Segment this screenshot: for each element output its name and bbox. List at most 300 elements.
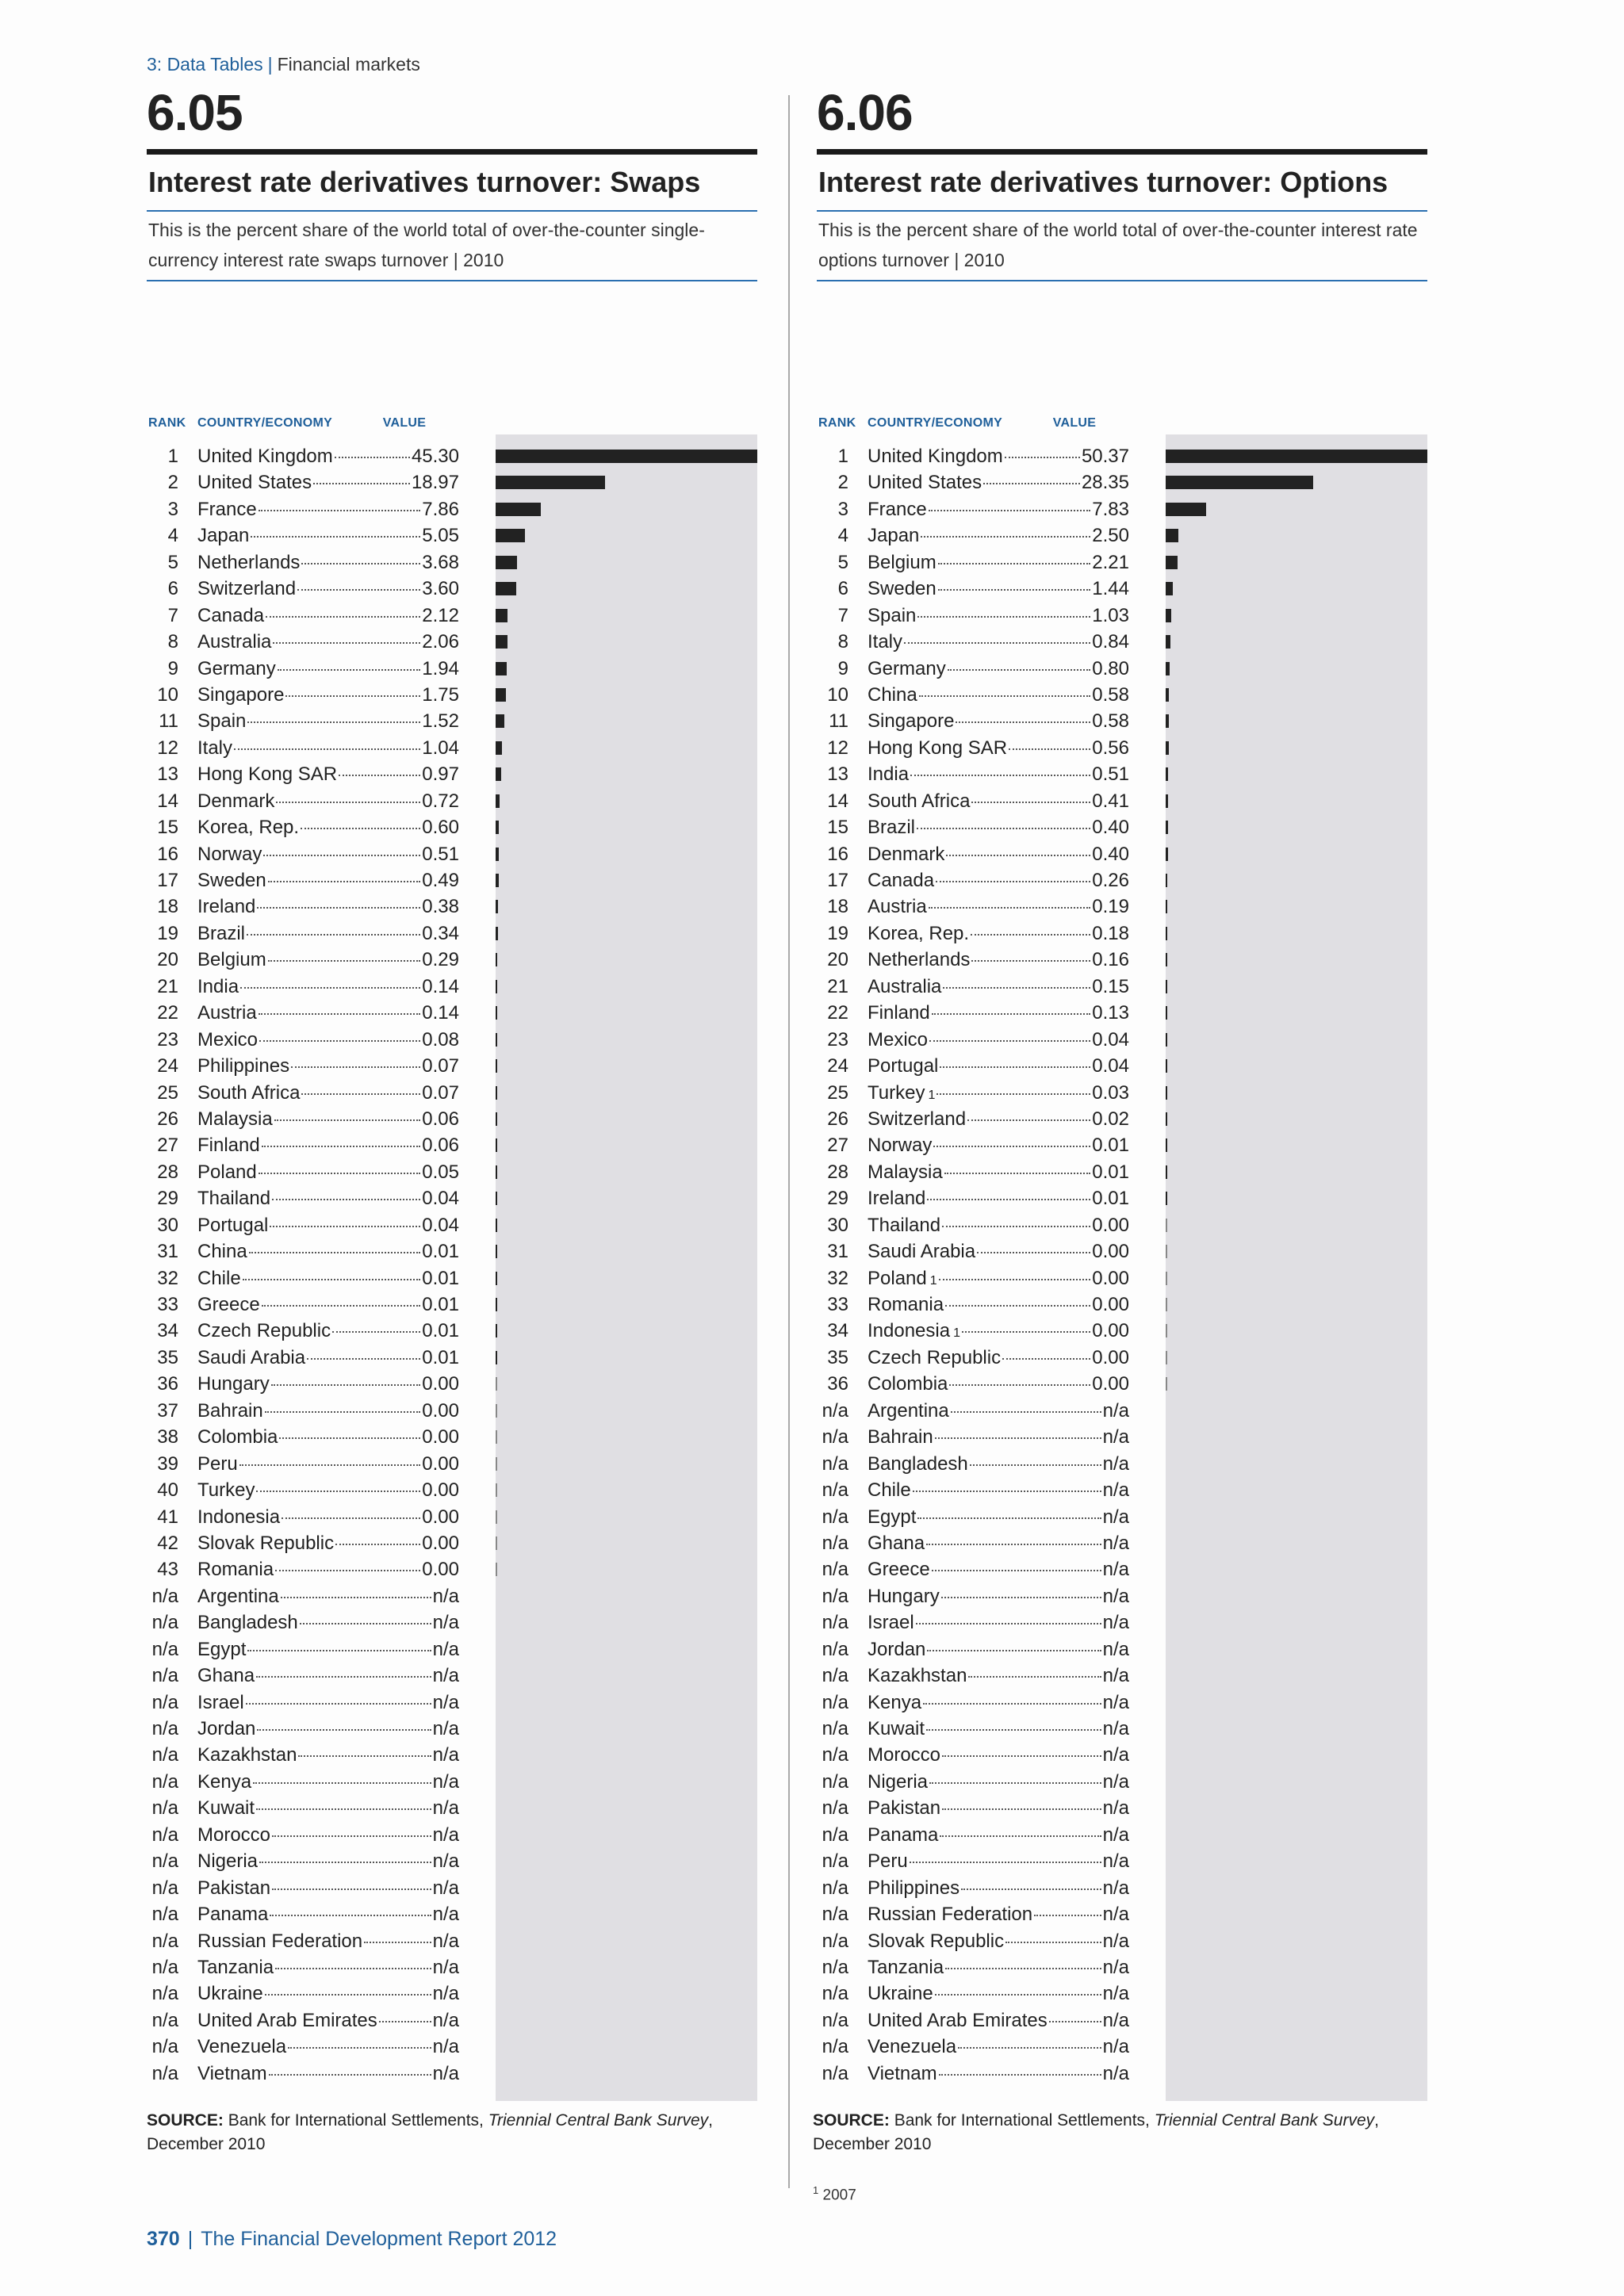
publication-title: The Financial Development Report 2012 (201, 2228, 557, 2250)
dot-leader (970, 1464, 1101, 1466)
rank-cell: 1 (837, 446, 848, 467)
country-name: Bangladesh (868, 1452, 968, 1475)
country-name: Kazakhstan (868, 1665, 967, 1687)
dot-leader (259, 1862, 431, 1863)
dot-leader (913, 1490, 1101, 1492)
dot-leader (335, 1544, 420, 1545)
country-name: India (868, 763, 910, 786)
rank-cell: 26 (157, 1108, 178, 1130)
table-row (817, 682, 1427, 708)
country-cell (868, 1769, 1129, 1795)
rank-cell: n/a (822, 1983, 848, 2005)
dot-leader (927, 1199, 1090, 1200)
dot-leader (335, 457, 410, 458)
rank-cell: n/a (151, 2009, 178, 2031)
rank-cell: n/a (822, 1877, 848, 1899)
country-cell (197, 2034, 459, 2060)
dot-leader (904, 642, 1090, 644)
value-cell: n/a (432, 1718, 459, 1739)
value-cell: n/a (1102, 1850, 1129, 1873)
dot-leader (276, 802, 420, 803)
value-cell: 45.30 (411, 446, 459, 467)
rank-cell: 28 (827, 1161, 848, 1183)
value-bar (1166, 688, 1169, 702)
rank-cell: 26 (827, 1108, 848, 1130)
country-cell (868, 1000, 1129, 1026)
value-cell: 0.00 (422, 1532, 459, 1554)
dot-leader (257, 907, 420, 909)
rank-cell: n/a (151, 1744, 178, 1766)
rank-cell: n/a (822, 1718, 848, 1739)
country-name: Russian Federation (197, 1930, 363, 1952)
dot-leader (942, 1755, 1101, 1757)
dot-leader (946, 855, 1090, 856)
value-cell: 0.00 (422, 1479, 459, 1502)
value-bar (1166, 529, 1178, 542)
value-bar (496, 1059, 497, 1073)
rank-cell: n/a (822, 1823, 848, 1846)
table-row (147, 1795, 757, 1821)
dot-leader (247, 1650, 431, 1651)
dot-leader (281, 1597, 431, 1598)
country-cell (868, 576, 1129, 602)
footnote-marker: 1 (929, 1273, 937, 1288)
rank-cell: n/a (822, 2036, 848, 2058)
value-bar (1166, 848, 1168, 861)
value-cell: 0.01 (1092, 1135, 1129, 1157)
table-row (147, 603, 757, 629)
country-name: Austria (197, 1002, 257, 1024)
country-name: Kuwait (197, 1797, 255, 1820)
rank-cell: 5 (167, 551, 178, 573)
rank-cell: 31 (827, 1241, 848, 1263)
rank-cell: 12 (827, 737, 848, 759)
table-row (147, 1716, 757, 1742)
country-cell (868, 814, 1129, 840)
value-cell: 0.01 (422, 1346, 459, 1368)
rank-cell: 10 (157, 683, 178, 706)
value-cell: 0.84 (1092, 631, 1129, 653)
value-cell: n/a (432, 1904, 459, 1926)
table-row (147, 1080, 757, 1106)
country-name: Singapore (197, 683, 285, 706)
value-bar (1166, 1138, 1167, 1152)
country-name: Italy (868, 631, 903, 653)
rank-cell: 3 (167, 498, 178, 520)
value-bar (496, 848, 499, 861)
country-cell (197, 1398, 459, 1424)
value-cell: n/a (432, 1770, 459, 1793)
table-row (147, 708, 757, 734)
value-cell: n/a (432, 1956, 459, 1978)
value-bar (1166, 503, 1206, 516)
country-cell (868, 1689, 1129, 1716)
rank-cell: 33 (157, 1294, 178, 1315)
value-bar (496, 1536, 497, 1550)
country-cell (197, 576, 459, 602)
value-bar (1166, 476, 1313, 489)
dot-leader (262, 1146, 421, 1147)
value-cell: n/a (1102, 1930, 1129, 1952)
dot-leader (1002, 1358, 1090, 1360)
rank-cell: n/a (151, 2062, 178, 2084)
country-cell (868, 1716, 1129, 1742)
country-name: Argentina (868, 1399, 949, 1422)
dot-leader (265, 1411, 421, 1413)
country-name: Thailand (868, 1214, 941, 1236)
value-cell: 0.40 (1092, 817, 1129, 839)
table-row (147, 1265, 757, 1292)
dot-leader (926, 1729, 1101, 1731)
country-cell (197, 1477, 459, 1503)
value-cell: 0.49 (422, 870, 459, 891)
country-cell (197, 656, 459, 682)
country-cell (868, 1292, 1129, 1318)
value-cell: 0.00 (1092, 1346, 1129, 1368)
ranking-table (147, 412, 757, 2180)
value-bar (496, 1351, 497, 1364)
table-row (817, 1265, 1427, 1292)
country-name: Australia (868, 975, 942, 997)
table-row (817, 1451, 1427, 1477)
country-name: Peru (197, 1452, 238, 1475)
dot-leader (929, 1782, 1101, 1784)
rank-cell: 24 (827, 1055, 848, 1077)
country-name: Chile (868, 1479, 911, 1502)
value-cell: 0.00 (1092, 1267, 1129, 1289)
country-name: Israel (197, 1691, 244, 1713)
rank-cell: 15 (827, 817, 848, 839)
table-row (817, 2061, 1427, 2087)
rank-cell: n/a (151, 1691, 178, 1713)
value-bar (1166, 1298, 1167, 1311)
country-name: Indonesia (868, 1320, 951, 1342)
dot-leader (938, 589, 1091, 591)
rank-cell: n/a (822, 1665, 848, 1687)
rank-cell: 13 (827, 763, 848, 786)
dot-leader (273, 642, 420, 644)
value-cell: n/a (1102, 1585, 1129, 1607)
value-cell: n/a (432, 1691, 459, 1713)
value-bar (496, 1563, 497, 1576)
country-name: Australia (197, 631, 272, 653)
value-cell: n/a (1102, 1983, 1129, 2005)
table-row (817, 1424, 1427, 1450)
value-cell: 0.00 (1092, 1241, 1129, 1263)
value-cell: 0.15 (1092, 975, 1129, 997)
dot-leader (259, 1013, 421, 1015)
country-cell (197, 1980, 459, 2007)
dot-leader (1005, 1942, 1101, 1943)
country-cell (868, 788, 1129, 814)
dot-leader (917, 1517, 1101, 1519)
breadcrumb (147, 54, 420, 75)
value-cell: 28.35 (1081, 472, 1129, 494)
dot-leader (332, 1331, 420, 1333)
table-panel-swaps (147, 79, 757, 2084)
rank-cell: 21 (157, 975, 178, 997)
rank-cell: 21 (827, 975, 848, 997)
country-cell (868, 1822, 1129, 1848)
country-name: United States (868, 472, 982, 494)
table-row (147, 1609, 757, 1636)
country-cell (868, 1663, 1129, 1689)
country-name: Slovak Republic (868, 1930, 1005, 1952)
country-name: Philippines (868, 1877, 960, 1899)
table-row (147, 1742, 757, 1768)
table-row (147, 1106, 757, 1132)
country-name: China (868, 683, 917, 706)
rank-cell: n/a (822, 2062, 848, 2084)
value-cell: 0.40 (1092, 843, 1129, 865)
country-name: Nigeria (197, 1850, 259, 1873)
value-bar (496, 1006, 497, 1020)
value-bar (496, 953, 497, 966)
dot-leader (270, 1915, 431, 1916)
value-bar (1166, 1006, 1167, 1020)
rank-cell: n/a (822, 1770, 848, 1793)
value-cell: 0.58 (1092, 710, 1129, 733)
country-cell (197, 629, 459, 655)
value-bar (1166, 1324, 1167, 1337)
value-cell: n/a (432, 1612, 459, 1634)
table-row (817, 841, 1427, 867)
rank-cell: n/a (151, 1612, 178, 1634)
table-row (147, 947, 757, 973)
country-cell (868, 2061, 1129, 2087)
table-row (147, 2034, 757, 2060)
rank-cell: n/a (822, 1904, 848, 1926)
country-cell (197, 443, 459, 469)
footnote (813, 2184, 856, 2204)
country-cell (197, 1769, 459, 1795)
table-row (147, 920, 757, 947)
country-cell (197, 1080, 459, 1106)
value-cell: n/a (1102, 2009, 1129, 2031)
table-row (147, 1000, 757, 1026)
dot-leader (274, 1119, 421, 1121)
country-cell (197, 1451, 459, 1477)
rank-cell: 36 (827, 1373, 848, 1395)
table-row (817, 1345, 1427, 1371)
country-name: Italy (197, 737, 233, 759)
country-cell (197, 920, 459, 947)
value-bar (496, 714, 504, 728)
value-cell: 0.51 (1092, 763, 1129, 786)
table-row (147, 1424, 757, 1450)
dot-leader (271, 1384, 421, 1386)
country-cell (868, 1345, 1129, 1371)
value-bar (1166, 821, 1168, 834)
country-name: Kenya (868, 1691, 922, 1713)
dot-leader (935, 1437, 1101, 1439)
dot-leader (940, 1066, 1090, 1068)
dot-leader (272, 1835, 431, 1837)
country-name: Saudi Arabia (868, 1241, 976, 1263)
value-cell: 0.02 (1092, 1108, 1129, 1130)
rank-cell: 43 (157, 1559, 178, 1581)
country-cell (197, 2061, 459, 2087)
rank-cell: 31 (157, 1241, 178, 1263)
country-name: Jordan (868, 1638, 926, 1660)
country-name: Finland (868, 1002, 930, 1024)
rank-cell: n/a (151, 1956, 178, 1978)
table-row (817, 894, 1427, 920)
dot-leader (943, 987, 1090, 989)
country-cell (868, 1159, 1129, 1185)
page-footer (147, 2228, 557, 2251)
table-row (817, 1371, 1427, 1397)
country-cell (197, 1636, 459, 1663)
value-cell: 1.03 (1092, 604, 1129, 626)
dot-leader (942, 1808, 1101, 1810)
dot-leader (948, 669, 1091, 671)
source-date: December 2010 (147, 2135, 266, 2153)
country-cell (868, 1451, 1129, 1477)
value-bar (496, 688, 506, 702)
country-cell (868, 1212, 1129, 1238)
dot-leader (916, 1623, 1101, 1624)
value-cell: n/a (1102, 1479, 1129, 1502)
value-cell: 0.00 (1092, 1320, 1129, 1342)
rank-cell: 29 (157, 1188, 178, 1210)
value-cell: n/a (1102, 1665, 1129, 1687)
dot-leader (923, 1703, 1101, 1705)
dot-leader (962, 1331, 1090, 1333)
value-bar (1166, 1033, 1167, 1047)
rank-cell: n/a (151, 1585, 178, 1607)
value-bar (496, 927, 498, 940)
country-cell (868, 1132, 1129, 1158)
country-name: Colombia (868, 1373, 948, 1395)
column-header-country: COUNTRY/ECONOMY (868, 416, 1003, 430)
rank-cell: 35 (157, 1346, 178, 1368)
value-cell: n/a (1102, 1506, 1129, 1528)
country-name: Vietnam (197, 2062, 267, 2084)
source-title: Triennial Central Bank Survey (488, 2111, 709, 2130)
country-name: Israel (868, 1612, 914, 1634)
source-text: Bank for International Settlements, (228, 2111, 484, 2130)
rank-cell: n/a (822, 1612, 848, 1634)
country-cell (868, 1371, 1129, 1397)
country-cell (868, 1954, 1129, 1980)
country-cell (868, 1504, 1129, 1530)
dot-leader (942, 1226, 1090, 1227)
value-cell: n/a (432, 1797, 459, 1820)
value-cell: n/a (432, 1638, 459, 1660)
country-name: Brazil (868, 817, 916, 839)
table-row (147, 735, 757, 761)
value-cell: n/a (432, 1823, 459, 1846)
value-cell: n/a (1102, 1612, 1129, 1634)
country-name: Morocco (868, 1744, 941, 1766)
country-cell (868, 1928, 1129, 1954)
country-name: Poland (197, 1161, 257, 1183)
country-cell (197, 1265, 459, 1292)
value-cell: 2.06 (422, 631, 459, 653)
rank-cell: 36 (157, 1373, 178, 1395)
value-bar (496, 1033, 497, 1047)
table-row (147, 1345, 757, 1371)
table-row (817, 974, 1427, 1000)
value-bar (496, 794, 500, 808)
value-bar (1166, 1086, 1167, 1100)
value-bar (496, 1404, 497, 1418)
rank-cell: 14 (827, 790, 848, 812)
table-row (817, 496, 1427, 522)
value-bar (496, 874, 499, 887)
table-row (817, 1185, 1427, 1211)
table-row (147, 443, 757, 469)
table-row (817, 1292, 1427, 1318)
country-name: Netherlands (197, 551, 301, 573)
table-row (147, 1769, 757, 1795)
table-row (817, 1901, 1427, 1927)
country-cell (868, 1848, 1129, 1874)
value-cell: 0.06 (422, 1108, 459, 1130)
table-row (147, 576, 757, 602)
dot-leader (921, 536, 1090, 538)
dot-leader (247, 934, 420, 936)
dot-leader (939, 2074, 1101, 2076)
table-row (147, 814, 757, 840)
value-cell: n/a (432, 1930, 459, 1952)
country-cell (197, 1742, 459, 1768)
country-name: Singapore (868, 710, 955, 733)
table-row (817, 1636, 1427, 1663)
country-name: Kazakhstan (197, 1744, 297, 1766)
value-cell: n/a (1102, 1691, 1129, 1713)
breadcrumb-separator: | (267, 54, 273, 75)
rank-cell: 16 (827, 843, 848, 865)
rank-cell: 22 (827, 1002, 848, 1024)
rank-cell: n/a (151, 2036, 178, 2058)
dot-leader (259, 510, 421, 511)
column-header-value: VALUE (382, 416, 427, 430)
country-name: Japan (868, 525, 920, 547)
rank-cell: 42 (157, 1532, 178, 1554)
country-name: Ghana (868, 1532, 925, 1554)
country-cell (868, 469, 1129, 496)
value-bar (1166, 953, 1167, 966)
ranking-table (817, 412, 1427, 2180)
page-number: 370 (147, 2228, 180, 2250)
value-cell: 1.52 (422, 710, 459, 733)
table-row (817, 1132, 1427, 1158)
value-cell: n/a (432, 1585, 459, 1607)
dot-leader (262, 1305, 421, 1307)
value-cell: 0.41 (1092, 790, 1129, 812)
country-name: Morocco (197, 1823, 271, 1846)
table-row (817, 1583, 1427, 1609)
country-cell (197, 1556, 459, 1582)
value-bar (496, 1457, 497, 1471)
dot-leader (929, 1040, 1090, 1042)
country-name: Romania (197, 1559, 274, 1581)
rank-cell: 14 (157, 790, 178, 812)
dot-leader (256, 1676, 431, 1678)
table-title: Interest rate derivatives turnover: Swaps (147, 155, 757, 212)
rank-cell: 19 (827, 922, 848, 944)
rank-cell: 8 (837, 631, 848, 653)
value-bar (1166, 1059, 1167, 1073)
country-cell (197, 2007, 459, 2034)
rank-cell: 30 (827, 1214, 848, 1236)
country-name: Pakistan (868, 1797, 941, 1820)
country-name: Turkey (868, 1081, 925, 1104)
breadcrumb-section[interactable]: 3: Data Tables (147, 54, 263, 75)
country-name: Bahrain (197, 1399, 263, 1422)
